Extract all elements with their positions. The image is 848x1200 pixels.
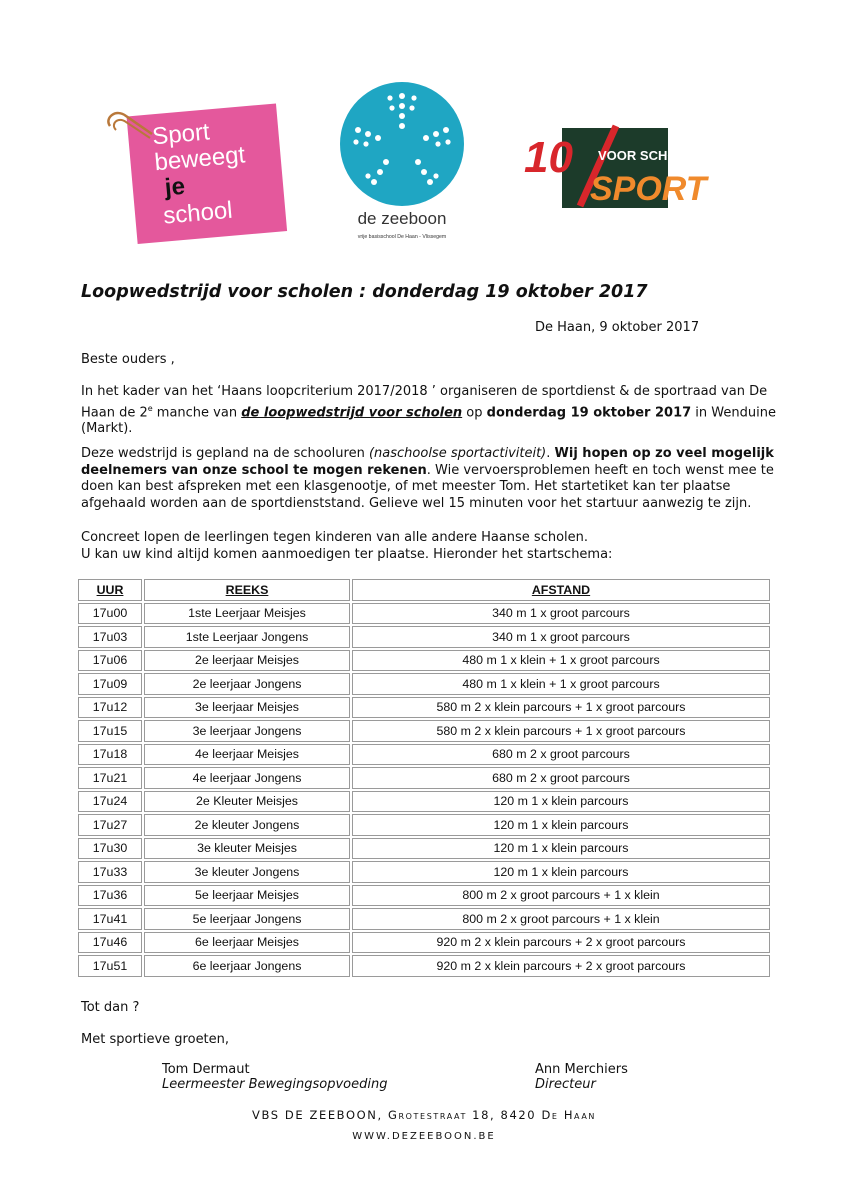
cell-reeks: 2e Kleuter Meisjes bbox=[144, 791, 350, 813]
cell-afstand: 340 m 1 x groot parcours bbox=[352, 603, 770, 625]
table-row bbox=[78, 720, 770, 742]
table-row bbox=[78, 626, 770, 648]
de-zeeboon-logo bbox=[336, 82, 468, 244]
cell-uur: 17u00 bbox=[78, 603, 142, 625]
cell-afstand: 120 m 1 x klein parcours bbox=[352, 838, 770, 860]
cell-afstand: 340 m 1 x groot parcours bbox=[352, 626, 770, 648]
cell-reeks: 6e leerjaar Jongens bbox=[144, 955, 350, 977]
table-row bbox=[78, 673, 770, 695]
cell-reeks: 3e kleuter Jongens bbox=[144, 861, 350, 883]
table-row bbox=[78, 791, 770, 813]
svg-text:vrije basisschool De Haan - Vl: vrije basisschool De Haan - Vlissegem bbox=[357, 234, 447, 240]
cell-uur: 17u12 bbox=[78, 697, 142, 719]
page-title: Loopwedstrijd voor scholen : donderdag 19 oktober 2017 bbox=[81, 282, 648, 302]
svg-text:10: 10 bbox=[524, 133, 573, 182]
cell-uur: 17u24 bbox=[78, 791, 142, 813]
table-row bbox=[78, 767, 770, 789]
cell-afstand: 120 m 1 x klein parcours bbox=[352, 861, 770, 883]
signature-left bbox=[162, 1062, 387, 1092]
footer-address: VBS DE ZEEBOON, Grotestraat 18, 8420 De Haan bbox=[251, 1108, 597, 1122]
cell-afstand: 800 m 2 x groot parcours + 1 x klein bbox=[352, 885, 770, 907]
cell-reeks: 2e leerjaar Meisjes bbox=[144, 650, 350, 672]
signer-role: Leermeester Bewegingsopvoeding bbox=[162, 1077, 388, 1092]
table-row bbox=[78, 744, 770, 766]
schedule-intro: Concreet lopen de leerlingen tegen kinderen van alle andere Haanse scholen. U kan uw kind altijd komen aanmoedigen ter plaatse. Hieronder het startschema: bbox=[81, 530, 613, 562]
cell-reeks: 4e leerjaar Meisjes bbox=[144, 744, 350, 766]
closing-question: Tot dan ? bbox=[81, 1000, 140, 1015]
cell-reeks: 3e leerjaar Meisjes bbox=[144, 697, 350, 719]
cell-uur: 17u21 bbox=[78, 767, 142, 789]
cell-uur: 17u03 bbox=[78, 626, 142, 648]
cell-uur: 17u46 bbox=[78, 932, 142, 954]
footer-website[interactable]: WWW.DEZEEBOON.BE bbox=[352, 1131, 496, 1142]
cell-reeks: 5e leerjaar Jongens bbox=[144, 908, 350, 930]
svg-text:SPORT: SPORT bbox=[590, 170, 707, 208]
cell-uur: 17u51 bbox=[78, 955, 142, 977]
header-reeks: REEKS bbox=[144, 579, 350, 601]
letter-date: De Haan, 9 oktober 2017 bbox=[535, 320, 700, 335]
cell-reeks: 3e kleuter Meisjes bbox=[144, 838, 350, 860]
svg-text:VOOR SCHOOL: VOOR SCHOOL bbox=[598, 148, 696, 163]
sport-beweegt-je-school-logo bbox=[104, 96, 294, 246]
cell-afstand: 120 m 1 x klein parcours bbox=[352, 791, 770, 813]
table-row bbox=[78, 814, 770, 836]
cell-reeks: 6e leerjaar Meisjes bbox=[144, 932, 350, 954]
table-row bbox=[78, 838, 770, 860]
signature-right bbox=[535, 1062, 628, 1092]
greeting: Beste ouders , bbox=[81, 352, 175, 367]
svg-text:je: je bbox=[163, 172, 187, 202]
cell-uur: 17u18 bbox=[78, 744, 142, 766]
cell-uur: 17u27 bbox=[78, 814, 142, 836]
details-paragraph: Deze wedstrijd is gepland na de schooluren (naschoolse sportactiviteit). Wij hopen op zo veel mogelijk deelnemers van onze school te mogen rekenen. Wie vervoersproblemen heeft en toch wenst mee te doen kan best afspreken met een klasgenootje, of met meester Tom. Het startetiket kan ter plaatse afgehaald worden aan de sportdienststand. Gelieve wel 15 minuten voor het startuur aanwezig te zijn. bbox=[81, 446, 774, 511]
svg-text:Sport: Sport bbox=[151, 118, 211, 151]
signer-name: Tom Dermaut bbox=[162, 1062, 250, 1077]
cell-afstand: 480 m 1 x klein + 1 x groot parcours bbox=[352, 673, 770, 695]
cell-uur: 17u09 bbox=[78, 673, 142, 695]
table-row bbox=[78, 932, 770, 954]
table-header-row bbox=[78, 579, 770, 601]
svg-text:beweegt: beweegt bbox=[153, 141, 247, 177]
cell-uur: 17u30 bbox=[78, 838, 142, 860]
cell-afstand: 680 m 2 x groot parcours bbox=[352, 744, 770, 766]
cell-uur: 17u06 bbox=[78, 650, 142, 672]
table-row bbox=[78, 955, 770, 977]
cell-uur: 17u36 bbox=[78, 885, 142, 907]
svg-text:school: school bbox=[162, 196, 234, 230]
cell-uur: 17u15 bbox=[78, 720, 142, 742]
table-row bbox=[78, 603, 770, 625]
table-row bbox=[78, 697, 770, 719]
cell-reeks: 3e leerjaar Jongens bbox=[144, 720, 350, 742]
cell-reeks: 1ste Leerjaar Jongens bbox=[144, 626, 350, 648]
cell-afstand: 680 m 2 x groot parcours bbox=[352, 767, 770, 789]
header-uur: UUR bbox=[78, 579, 142, 601]
cell-reeks: 4e leerjaar Jongens bbox=[144, 767, 350, 789]
cell-uur: 17u33 bbox=[78, 861, 142, 883]
cell-afstand: 580 m 2 x klein parcours + 1 x groot parcours bbox=[352, 697, 770, 719]
cell-afstand: 580 m 2 x klein parcours + 1 x groot parcours bbox=[352, 720, 770, 742]
cell-afstand: 120 m 1 x klein parcours bbox=[352, 814, 770, 836]
header-afstand: AFSTAND bbox=[352, 579, 770, 601]
svg-text:de zeeboon: de zeeboon bbox=[357, 209, 447, 228]
cell-afstand: 920 m 2 x klein parcours + 2 x groot parcours bbox=[352, 932, 770, 954]
table-row bbox=[78, 908, 770, 930]
cell-afstand: 480 m 1 x klein + 1 x groot parcours bbox=[352, 650, 770, 672]
cell-reeks: 2e kleuter Jongens bbox=[144, 814, 350, 836]
closing-greeting: Met sportieve groeten, bbox=[81, 1032, 230, 1047]
table-row bbox=[78, 885, 770, 907]
cell-reeks: 5e leerjaar Meisjes bbox=[144, 885, 350, 907]
cell-reeks: 1ste Leerjaar Meisjes bbox=[144, 603, 350, 625]
tien-voor-school-sport-logo bbox=[520, 120, 720, 225]
table-row bbox=[78, 650, 770, 672]
intro-paragraph: In het kader van het ‘Haans loopcriterium 2017/2018 ’ organiseren de sportdienst & de sportraad van De Haan de 2e manche van de loopwedstrijd voor scholen op donderdag 19 oktober 2017 in Wenduine (Markt). bbox=[81, 384, 776, 437]
cell-reeks: 2e leerjaar Jongens bbox=[144, 673, 350, 695]
cell-afstand: 920 m 2 x klein parcours + 2 x groot parcours bbox=[352, 955, 770, 977]
signer-role: Directeur bbox=[535, 1077, 596, 1092]
cell-uur: 17u41 bbox=[78, 908, 142, 930]
start-schedule-table bbox=[76, 577, 772, 979]
cell-afstand: 800 m 2 x groot parcours + 1 x klein bbox=[352, 908, 770, 930]
table-row bbox=[78, 861, 770, 883]
signer-name: Ann Merchiers bbox=[535, 1062, 628, 1077]
